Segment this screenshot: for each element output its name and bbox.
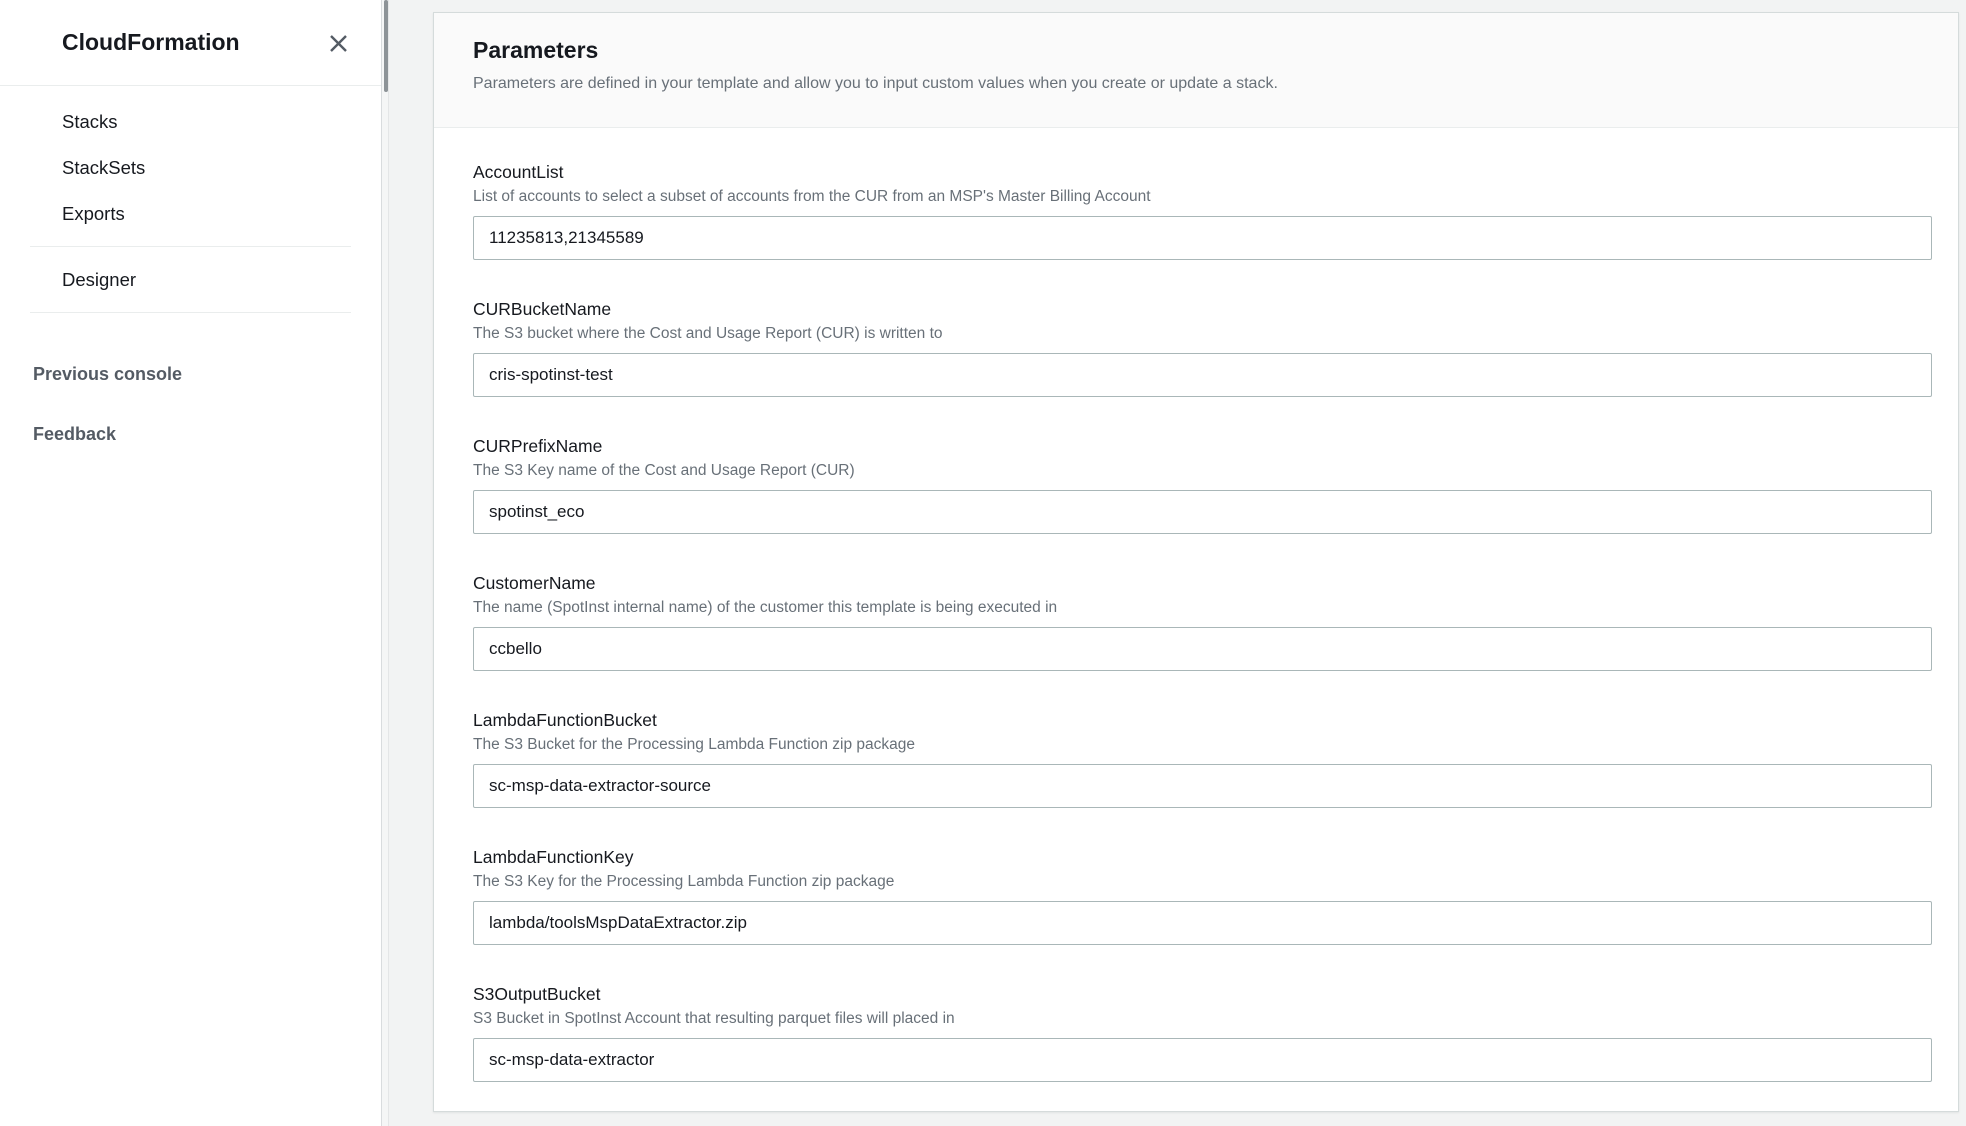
parameters-form (434, 128, 1958, 1098)
sidebar-scrollbar-thumb[interactable] (384, 0, 388, 92)
lambdafunctionkey-input[interactable] (473, 901, 1932, 945)
field-description: The name (SpotInst internal name) of the customer this template is being executed in (473, 599, 1058, 616)
field-description: The S3 bucket where the Cost and Usage Report (CUR) is written to (473, 325, 943, 342)
parameters-card (433, 12, 1959, 1112)
sidebar-item-stacks[interactable]: Stacks (62, 111, 118, 132)
parameters-card-header (434, 13, 1958, 128)
sidebar-item-previous-console[interactable]: Previous console (33, 364, 183, 384)
field-description: The S3 Key for the Processing Lambda Function zip package (473, 873, 895, 890)
customername-input[interactable] (473, 627, 1932, 671)
field-description: The S3 Bucket for the Processing Lambda Function zip package (473, 736, 915, 753)
field-label: LambdaFunctionKey (473, 847, 634, 867)
close-icon (328, 33, 349, 54)
curprefixname-input[interactable] (473, 490, 1932, 534)
field-label: S3OutputBucket (473, 984, 601, 1004)
field-description: The S3 Key name of the Cost and Usage Report (CUR) (473, 462, 855, 479)
sidebar-scrollbar[interactable] (381, 0, 389, 1126)
sidebar-divider (30, 312, 351, 313)
field-customername (473, 571, 1932, 671)
accountlist-input[interactable] (473, 216, 1932, 260)
sidebar-title: CloudFormation (62, 29, 240, 55)
field-description: List of accounts to select a subset of accounts from the CUR from an MSP's Master Billing Account (473, 188, 1151, 205)
sidebar-nav (0, 86, 381, 457)
main-content (389, 0, 1966, 1126)
sidebar (0, 0, 381, 1126)
field-label: AccountList (473, 162, 564, 182)
field-accountlist (473, 160, 1932, 260)
field-label: CURPrefixName (473, 436, 603, 456)
sidebar-divider (30, 246, 351, 247)
sidebar-item-stacksets[interactable]: StackSets (62, 157, 146, 178)
sidebar-header (0, 0, 381, 86)
page-title: Parameters (473, 37, 599, 63)
field-label: CustomerName (473, 573, 596, 593)
sidebar-nav-secondary (0, 257, 381, 303)
field-label: CURBucketName (473, 299, 612, 319)
field-description: S3 Bucket in SpotInst Account that resulting parquet files will placed in (473, 1010, 955, 1027)
s3outputbucket-input[interactable] (473, 1038, 1932, 1082)
field-lambdafunctionbucket (473, 708, 1932, 808)
close-sidebar-button[interactable] (324, 29, 352, 57)
page-subtitle: Parameters are defined in your template and allow you to input custom values when you create or update a stack. (473, 75, 1278, 92)
curbucketname-input[interactable] (473, 353, 1932, 397)
field-label: LambdaFunctionBucket (473, 710, 657, 730)
field-curprefixname (473, 434, 1932, 534)
field-lambdafunctionkey (473, 845, 1932, 945)
field-curbucketname (473, 297, 1932, 397)
sidebar-item-feedback[interactable]: Feedback (33, 424, 117, 444)
sidebar-item-exports[interactable]: Exports (62, 203, 125, 224)
lambdafunctionbucket-input[interactable] (473, 764, 1932, 808)
sidebar-item-designer[interactable]: Designer (62, 269, 137, 290)
field-s3outputbucket (473, 982, 1932, 1082)
sidebar-external-links (0, 351, 381, 457)
